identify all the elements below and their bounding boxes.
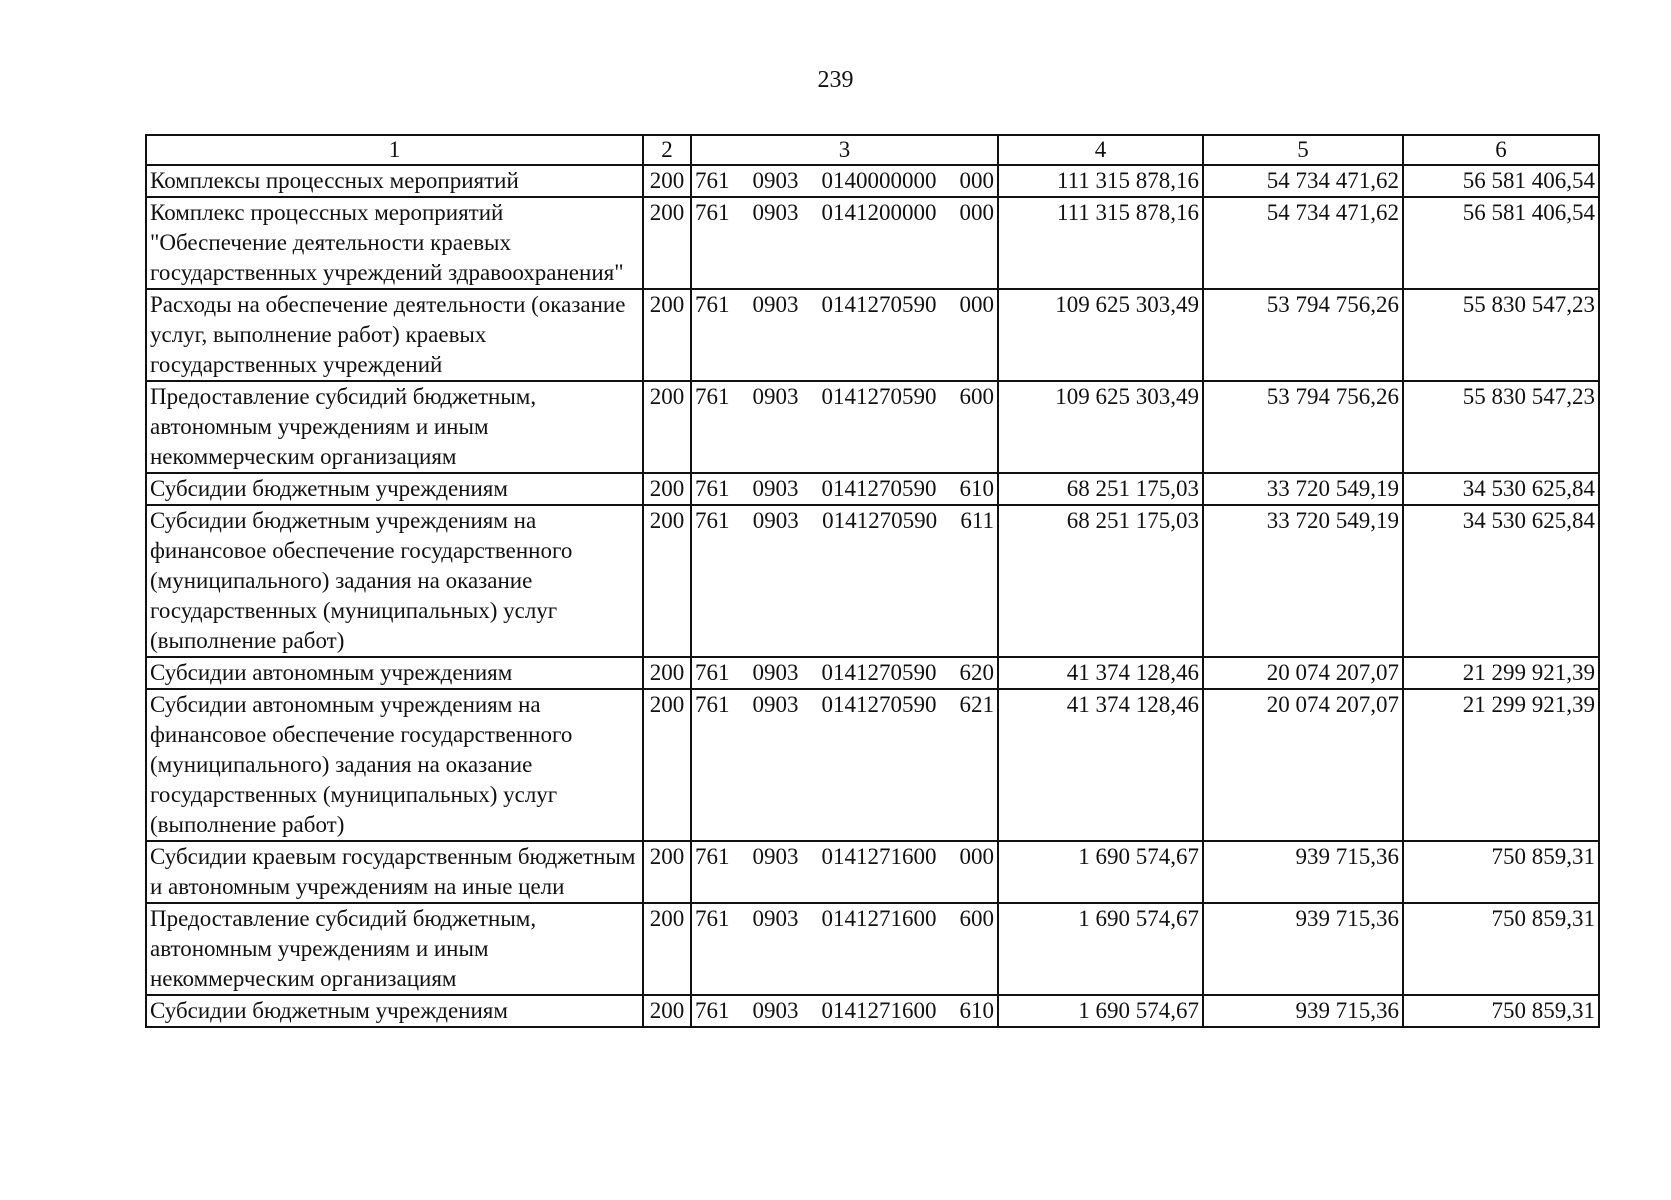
header-cell-2: 2 <box>643 135 691 165</box>
code-vr: 611 <box>960 508 994 533</box>
code-group <box>695 904 994 934</box>
row-code-col3 <box>691 473 998 505</box>
table-row <box>146 473 1599 505</box>
row-code-col3 <box>691 165 998 197</box>
row-code-col2: 200 <box>643 689 691 841</box>
code-ved: 761 <box>695 476 730 501</box>
table-row <box>146 657 1599 689</box>
row-name: Субсидии краевым государственным бюджетным и автономным учреждениям на иные цели <box>150 844 636 899</box>
row-name-cell <box>146 381 643 473</box>
row-value-col4: 111 315 878,16 <box>998 165 1203 197</box>
table-body <box>146 135 1599 1027</box>
code-rz: 0903 <box>752 660 799 685</box>
row-value-col6: 56 581 406,54 <box>1403 165 1599 197</box>
code-rz: 0903 <box>752 906 799 931</box>
row-name: Субсидии бюджетным учреждениям <box>150 998 508 1023</box>
code-group <box>695 290 994 320</box>
code-rz: 0903 <box>752 844 799 869</box>
row-code-col3 <box>691 197 998 289</box>
row-value-col4: 41 374 128,46 <box>998 657 1203 689</box>
code-ved: 761 <box>695 384 730 409</box>
code-group <box>695 658 994 688</box>
row-value-col4: 111 315 878,16 <box>998 197 1203 289</box>
row-name: Комплекс процессных мероприятий "Обеспечение деятельности краевых государственных учреждений здравоохранения" <box>150 200 624 285</box>
table-row <box>146 165 1599 197</box>
code-cs: 0141270590 <box>821 476 937 501</box>
row-value-col6: 56 581 406,54 <box>1403 197 1599 289</box>
row-value-col5: 20 074 207,07 <box>1203 689 1403 841</box>
code-ved: 761 <box>695 906 730 931</box>
row-name-cell <box>146 165 643 197</box>
row-name: Субсидии бюджетным учреждениям на финансовое обеспечение государственного (муниципального) задания на оказание государственных (муниципальных) услуг (выполнение работ) <box>150 508 573 653</box>
code-ved: 761 <box>695 508 730 533</box>
page-number: 239 <box>817 67 854 93</box>
code-cs: 0141271600 <box>821 906 937 931</box>
code-ved: 761 <box>695 692 730 717</box>
row-name: Предоставление субсидий бюджетным, автономным учреждениям и иным некоммерческим организациям <box>150 906 537 991</box>
row-name: Субсидии автономным учреждениям на финансовое обеспечение государственного (муниципального) задания на оказание государственных (муниципальных) услуг (выполнение работ) <box>150 692 573 837</box>
row-name: Предоставление субсидий бюджетным, автономным учреждениям и иным некоммерческим организациям <box>150 384 537 469</box>
row-name-cell <box>146 289 643 381</box>
row-code-col2: 200 <box>643 841 691 903</box>
code-rz: 0903 <box>752 692 799 717</box>
row-code-col2: 200 <box>643 197 691 289</box>
code-ved: 761 <box>695 844 730 869</box>
code-vr: 620 <box>959 660 994 685</box>
row-name-cell <box>146 505 643 657</box>
code-group <box>695 474 994 504</box>
table-row <box>146 289 1599 381</box>
row-value-col4: 109 625 303,49 <box>998 289 1203 381</box>
header-row <box>146 135 1599 165</box>
code-cs: 0141270590 <box>821 384 937 409</box>
code-vr: 000 <box>959 292 994 317</box>
row-value-col6: 750 859,31 <box>1403 841 1599 903</box>
row-value-col6: 34 530 625,84 <box>1403 505 1599 657</box>
row-value-col5: 54 734 471,62 <box>1203 197 1403 289</box>
code-group <box>695 382 994 412</box>
row-code-col3 <box>691 381 998 473</box>
row-name-cell <box>146 689 643 841</box>
row-value-col5: 33 720 549,19 <box>1203 505 1403 657</box>
code-rz: 0903 <box>752 508 799 533</box>
code-rz: 0903 <box>752 384 799 409</box>
code-cs: 0141271600 <box>821 844 937 869</box>
row-value-col6: 55 830 547,23 <box>1403 289 1599 381</box>
row-name-cell <box>146 197 643 289</box>
row-name-cell <box>146 995 643 1027</box>
row-value-col4: 41 374 128,46 <box>998 689 1203 841</box>
row-value-col4: 1 690 574,67 <box>998 995 1203 1027</box>
row-code-col2: 200 <box>643 381 691 473</box>
row-code-col2: 200 <box>643 505 691 657</box>
budget-table <box>145 134 1600 1028</box>
row-code-col3 <box>691 903 998 995</box>
row-name-cell <box>146 841 643 903</box>
row-value-col5: 54 734 471,62 <box>1203 165 1403 197</box>
header-cell-5: 5 <box>1203 135 1403 165</box>
row-code-col2: 200 <box>643 903 691 995</box>
row-name: Расходы на обеспечение деятельности (оказание услуг, выполнение работ) краевых государственных учреждений <box>150 292 626 377</box>
row-value-col4: 68 251 175,03 <box>998 505 1203 657</box>
row-value-col4: 1 690 574,67 <box>998 903 1203 995</box>
row-value-col5: 939 715,36 <box>1203 903 1403 995</box>
code-vr: 610 <box>959 998 994 1023</box>
header-cell-4: 4 <box>998 135 1203 165</box>
row-code-col2: 200 <box>643 165 691 197</box>
header-cell-6: 6 <box>1403 135 1599 165</box>
row-name-cell <box>146 657 643 689</box>
row-value-col6: 21 299 921,39 <box>1403 657 1599 689</box>
code-ved: 761 <box>695 998 730 1023</box>
header-cell-1: 1 <box>146 135 643 165</box>
row-value-col6: 55 830 547,23 <box>1403 381 1599 473</box>
code-group <box>695 198 994 228</box>
row-name-cell <box>146 903 643 995</box>
header-cell-3: 3 <box>691 135 998 165</box>
row-value-col6: 34 530 625,84 <box>1403 473 1599 505</box>
row-code-col2: 200 <box>643 289 691 381</box>
row-value-col5: 53 794 756,26 <box>1203 381 1403 473</box>
row-value-col4: 68 251 175,03 <box>998 473 1203 505</box>
code-rz: 0903 <box>752 292 799 317</box>
row-value-col6: 750 859,31 <box>1403 903 1599 995</box>
code-cs: 0141271600 <box>821 998 937 1023</box>
code-ved: 761 <box>695 660 730 685</box>
code-group <box>695 690 994 720</box>
code-cs: 0141270590 <box>821 692 937 717</box>
row-code-col3 <box>691 289 998 381</box>
row-code-col2: 200 <box>643 473 691 505</box>
row-value-col5: 33 720 549,19 <box>1203 473 1403 505</box>
code-ved: 761 <box>695 200 730 225</box>
code-rz: 0903 <box>752 200 799 225</box>
row-code-col3 <box>691 841 998 903</box>
row-name-cell <box>146 473 643 505</box>
row-name: Субсидии бюджетным учреждениям <box>150 476 508 501</box>
code-vr: 600 <box>959 906 994 931</box>
row-code-col3 <box>691 995 998 1027</box>
code-vr: 610 <box>959 476 994 501</box>
row-code-col3 <box>691 505 998 657</box>
code-cs: 0141270590 <box>821 292 937 317</box>
code-vr: 000 <box>959 200 994 225</box>
code-rz: 0903 <box>752 998 799 1023</box>
row-code-col2: 200 <box>643 657 691 689</box>
code-group <box>695 996 994 1026</box>
table-row <box>146 197 1599 289</box>
code-group <box>695 842 994 872</box>
table-row <box>146 841 1599 903</box>
row-value-col5: 939 715,36 <box>1203 841 1403 903</box>
code-cs: 0141200000 <box>821 200 937 225</box>
code-group <box>695 506 994 536</box>
table-row <box>146 995 1599 1027</box>
table-row <box>146 689 1599 841</box>
row-value-col4: 1 690 574,67 <box>998 841 1203 903</box>
code-vr: 621 <box>959 692 994 717</box>
row-name: Комплексы процессных мероприятий <box>150 168 519 193</box>
code-rz: 0903 <box>752 476 799 501</box>
code-vr: 000 <box>959 844 994 869</box>
code-rz: 0903 <box>752 168 799 193</box>
row-name: Субсидии автономным учреждениям <box>150 660 513 685</box>
row-value-col6: 21 299 921,39 <box>1403 689 1599 841</box>
row-value-col4: 109 625 303,49 <box>998 381 1203 473</box>
row-code-col3 <box>691 689 998 841</box>
table-row <box>146 381 1599 473</box>
table-row <box>146 903 1599 995</box>
row-value-col5: 20 074 207,07 <box>1203 657 1403 689</box>
code-cs: 0141270590 <box>822 508 938 533</box>
row-code-col3 <box>691 657 998 689</box>
code-cs: 0141270590 <box>821 660 937 685</box>
code-vr: 000 <box>959 168 994 193</box>
row-value-col6: 750 859,31 <box>1403 995 1599 1027</box>
code-ved: 761 <box>695 292 730 317</box>
row-code-col2: 200 <box>643 995 691 1027</box>
code-ved: 761 <box>695 168 730 193</box>
code-group <box>695 166 994 196</box>
table-row <box>146 505 1599 657</box>
row-value-col5: 53 794 756,26 <box>1203 289 1403 381</box>
row-value-col5: 939 715,36 <box>1203 995 1403 1027</box>
code-cs: 0140000000 <box>821 168 937 193</box>
code-vr: 600 <box>959 384 994 409</box>
